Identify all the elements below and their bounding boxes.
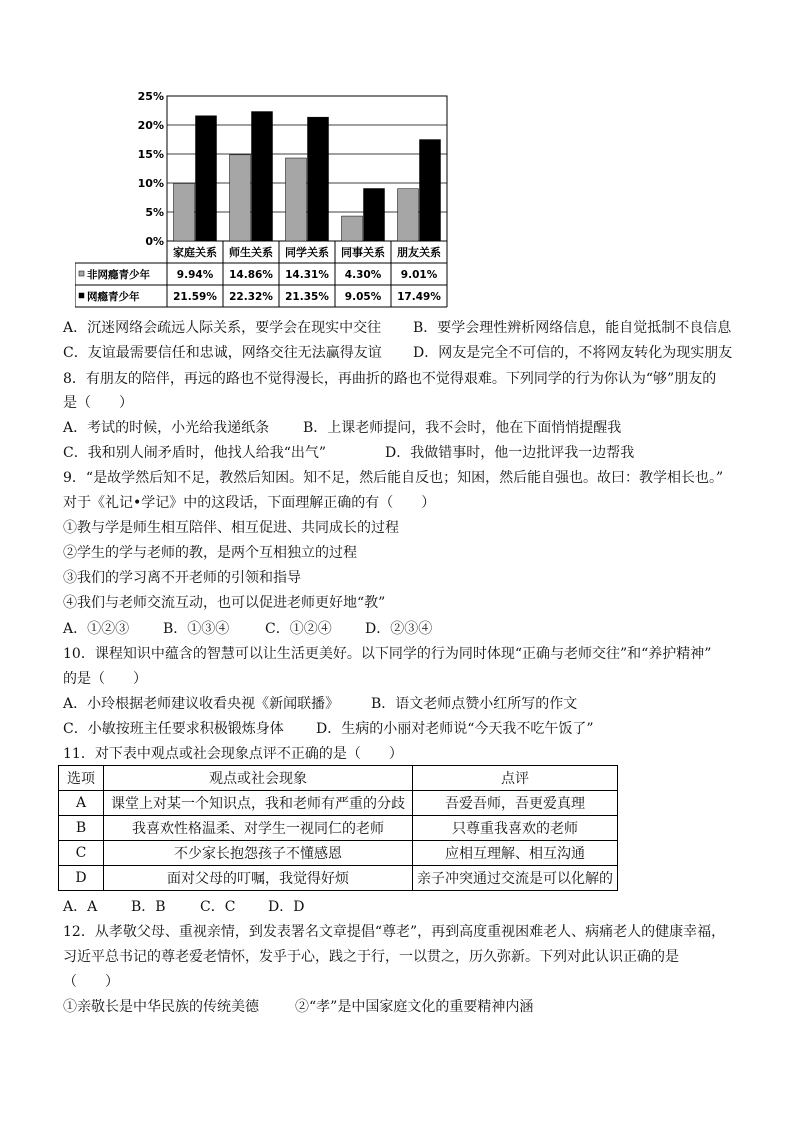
bar <box>196 116 217 241</box>
table-cell: B <box>59 816 104 841</box>
table-header-cell: 观点或社会现象 <box>104 766 413 791</box>
data-label: 9.01% <box>400 269 438 281</box>
q11-option-c[interactable]: C．C <box>200 899 236 915</box>
x-category-label: 朋友关系 <box>397 246 441 259</box>
q12-stem-line2: 习近平总书记的尊老爱老情怀，发乎于心，践之于行，一以贯之，历久弥新。下列对此认识正确的是 <box>63 949 679 965</box>
q9-item-2: ②学生的学与老师的教，是两个互相独立的过程 <box>63 545 357 561</box>
bar <box>174 183 195 241</box>
table-cell: 我喜欢性格温柔、对学生一视同仁的老师 <box>104 816 413 841</box>
y-tick-label: 10% <box>137 177 164 190</box>
q9-item-4: ④我们与老师交流互动，也可以促进老师更好地“教” <box>63 595 386 611</box>
data-label: 14.31% <box>285 269 329 281</box>
q7-option-a[interactable]: A．沉迷网络会疏远人际关系，要学会在现实中交往 <box>63 320 382 336</box>
table-cell: 吾爱吾师，吾更爱真理 <box>413 791 618 816</box>
data-label: 21.59% <box>173 291 217 303</box>
y-tick-label: 0% <box>145 235 164 248</box>
table-cell: 只尊重我喜欢的老师 <box>413 816 618 841</box>
y-tick-label: 20% <box>137 119 164 132</box>
q9-stem-line1: 9．“是故学然后知不足，教然后知困。知不足，然后能自反也；知困，然后能自强也。故曰：教学相长也。” <box>63 470 724 486</box>
table-row <box>59 841 618 866</box>
q10-stem-line2: 的是（ ） <box>63 671 147 687</box>
y-tick-label: 25% <box>137 90 164 103</box>
bar <box>398 189 419 241</box>
table-cell: 亲子冲突通过交流是可以化解的 <box>413 866 618 891</box>
q9-option-a[interactable]: A．①②③ <box>63 621 130 637</box>
table-header-cell: 选项 <box>59 766 104 791</box>
q7-option-c[interactable]: C．友谊最需要信任和忠诚，网络交往无法赢得友谊 <box>63 345 382 361</box>
legend-swatch <box>79 293 84 298</box>
q9-stem-line2: 对于《礼记•学记》中的这段话，下面理解正确的有（ ） <box>63 495 436 511</box>
data-label: 21.35% <box>285 291 329 303</box>
table-cell: 应相互理解、相互沟通 <box>413 841 618 866</box>
q12-stem-line1: 12．从孝敬父母、重视亲情，到发表署名文章提倡“尊老”，再到高度重视困难老人、病痛老人的健康幸福， <box>63 924 726 940</box>
table-row <box>59 791 618 816</box>
q8-option-c[interactable]: C．我和别人闹矛盾时，他找人给我“出气” <box>63 445 327 461</box>
bar <box>308 117 329 241</box>
q9-option-b[interactable]: B．①③④ <box>163 621 230 637</box>
bar <box>420 140 441 241</box>
data-label: 4.30% <box>344 269 382 281</box>
q9-item-1: ①教与学是师生相互陪伴、相互促进、共同成长的过程 <box>63 520 399 536</box>
q11-option-d[interactable]: D．D <box>268 899 305 915</box>
q9-item-3: ③我们的学习离不开老师的引领和指导 <box>63 570 301 586</box>
bar <box>364 189 385 241</box>
legend-label: 非网瘾青少年 <box>87 269 150 281</box>
x-category-label: 同事关系 <box>341 246 385 259</box>
table-cell: D <box>59 866 104 891</box>
table-header-row <box>59 766 618 791</box>
data-label: 17.49% <box>397 291 441 303</box>
table-cell: A <box>59 791 104 816</box>
data-label: 9.94% <box>176 269 214 281</box>
bar <box>230 155 251 241</box>
q8-stem-line2: 是（ ） <box>63 395 133 411</box>
q10-option-a[interactable]: A．小玲根据老师建议收看央视《新闻联播》 <box>63 696 340 712</box>
q11-table <box>58 765 618 891</box>
q7-option-d[interactable]: D．网友是完全不可信的，不将网友转化为现实朋友 <box>413 345 733 361</box>
legend-swatch <box>79 271 84 276</box>
x-category-label: 同学关系 <box>285 246 329 259</box>
q8-stem-line1: 8．有朋友的陪伴，再远的路也不觉得漫长，再曲折的路也不觉得艰难。下列同学的行为你认为“够”朋友的 <box>63 371 717 387</box>
q9-option-d[interactable]: D．②③④ <box>365 621 433 637</box>
table-row <box>59 866 618 891</box>
q7-option-b[interactable]: B．要学会理性辨析网络信息，能自觉抵制不良信息 <box>413 320 732 336</box>
data-label: 22.32% <box>229 291 273 303</box>
y-tick-label: 5% <box>145 206 164 219</box>
bar <box>342 216 363 241</box>
q10-option-c[interactable]: C．小敏按班主任要求积极锻炼身体 <box>63 721 284 737</box>
table-header-cell: 点评 <box>413 766 618 791</box>
bar-chart <box>75 88 455 312</box>
q12-stem-line3: （ ） <box>63 974 119 990</box>
q11-stem: 11．对下表中观点或社会现象点评不正确的是（ ） <box>63 746 403 762</box>
legend-label: 网瘾青少年 <box>87 291 140 303</box>
chart-bars <box>174 112 441 241</box>
y-tick-label: 15% <box>137 148 164 161</box>
table-cell: 面对父母的叮嘱，我觉得好烦 <box>104 866 413 891</box>
q9-option-c[interactable]: C．①②④ <box>265 621 332 637</box>
chart-data-table <box>75 241 447 307</box>
q12-item-2: ②“孝”是中国家庭文化的重要精神内涵 <box>295 999 534 1015</box>
q11-option-b[interactable]: B．B <box>131 899 166 915</box>
q8-option-d[interactable]: D．我做错事时，他一边批评我一边帮我 <box>385 445 635 461</box>
data-label: 14.86% <box>229 269 273 281</box>
bar <box>286 158 307 241</box>
table-row <box>59 816 618 841</box>
q11-option-a[interactable]: A．A <box>63 899 98 915</box>
q10-option-d[interactable]: D．生病的小丽对老师说“今天我不吃午饭了” <box>316 721 594 737</box>
table-cell: 不少家长抱怨孩子不懂感恩 <box>104 841 413 866</box>
x-category-label: 家庭关系 <box>173 246 217 259</box>
q10-option-b[interactable]: B．语文老师点赞小红所写的作文 <box>371 696 578 712</box>
data-label: 9.05% <box>344 291 382 303</box>
table-cell: C <box>59 841 104 866</box>
q8-option-b[interactable]: B．上课老师提问，我不会时，他在下面悄悄提醒我 <box>303 420 622 436</box>
q12-item-1: ①亲敬长是中华民族的传统美德 <box>63 999 259 1015</box>
table-cell: 课堂上对某一个知识点，我和老师有严重的分歧 <box>104 791 413 816</box>
q10-stem-line1: 10．课程知识中蕴含的智慧可以让生活更美好。以下同学的行为同时体现“正确与老师交往”和“养护精神” <box>63 646 712 662</box>
bar <box>252 112 273 241</box>
q8-option-a[interactable]: A．考试的时候，小光给我递纸条 <box>63 420 270 436</box>
x-category-label: 师生关系 <box>229 246 273 259</box>
